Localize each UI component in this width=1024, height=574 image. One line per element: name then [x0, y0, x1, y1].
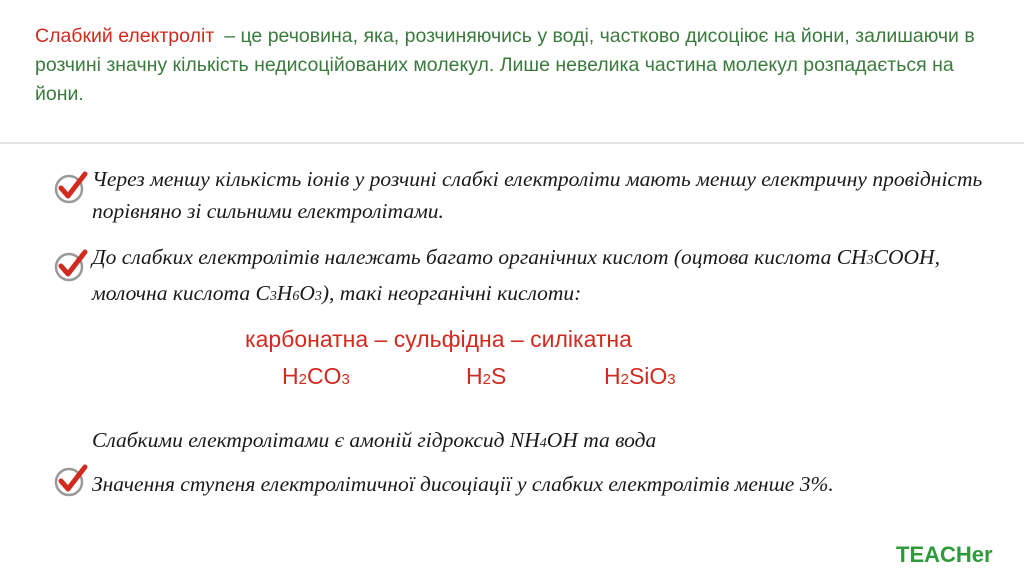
bullet-text-1: Через меншу кількість іонів у розчині слабкі електроліти мають меншу електричну провідність порівняно зі сильними електролітами. — [92, 167, 983, 223]
formula-h2co3: H2CO3 — [282, 363, 350, 389]
check-circle-icon — [52, 246, 92, 286]
formula-h2sio3: H2SiO3 — [604, 363, 676, 389]
bullet-text-3: Слабкими електролітами є амоній гідроксид NH4OH та вода — [92, 428, 657, 452]
bullet2-part: ), такі неорганічні кислоти: — [321, 281, 582, 305]
check-circle-icon — [52, 168, 92, 208]
formula-h2s: H2S — [466, 363, 507, 389]
bullet2-part: COOH, молочна кислота C — [92, 245, 940, 305]
check-circle-icon — [52, 461, 92, 501]
logo-text: TEACHer — [896, 542, 993, 567]
definition-paragraph — [35, 22, 985, 109]
subscript: 4 — [539, 436, 547, 451]
bullet2-part: H — [276, 281, 293, 305]
term-label: Слабкий електроліт — [35, 25, 215, 47]
bullet-text-2 — [92, 241, 992, 313]
bullet2-part: O — [299, 281, 315, 305]
subscript: 3 — [314, 289, 322, 304]
bullet2-part: До слабких електролітів належать багато органічних кислот (оцтова кислота CH — [92, 245, 867, 269]
subscript: 3 — [269, 289, 277, 304]
definition-text: – це речовина, яка, розчиняючись у воді, частково дисоціює на йони, залишаючи в розчині значну кількість недисоційованих молекул. Лише невелика частина молекул розпадається на йони. — [35, 25, 975, 105]
subscript: 6 — [292, 289, 300, 304]
subscript: 3 — [866, 253, 874, 268]
teacher-logo — [896, 538, 1016, 568]
bullet-text-4: Значення ступеня електролітичної дисоціації у слабких електролітів менше 3%. — [92, 472, 834, 496]
acid-names: карбонатна – сульфідна – силікатна — [245, 326, 632, 352]
divider — [0, 142, 1024, 144]
